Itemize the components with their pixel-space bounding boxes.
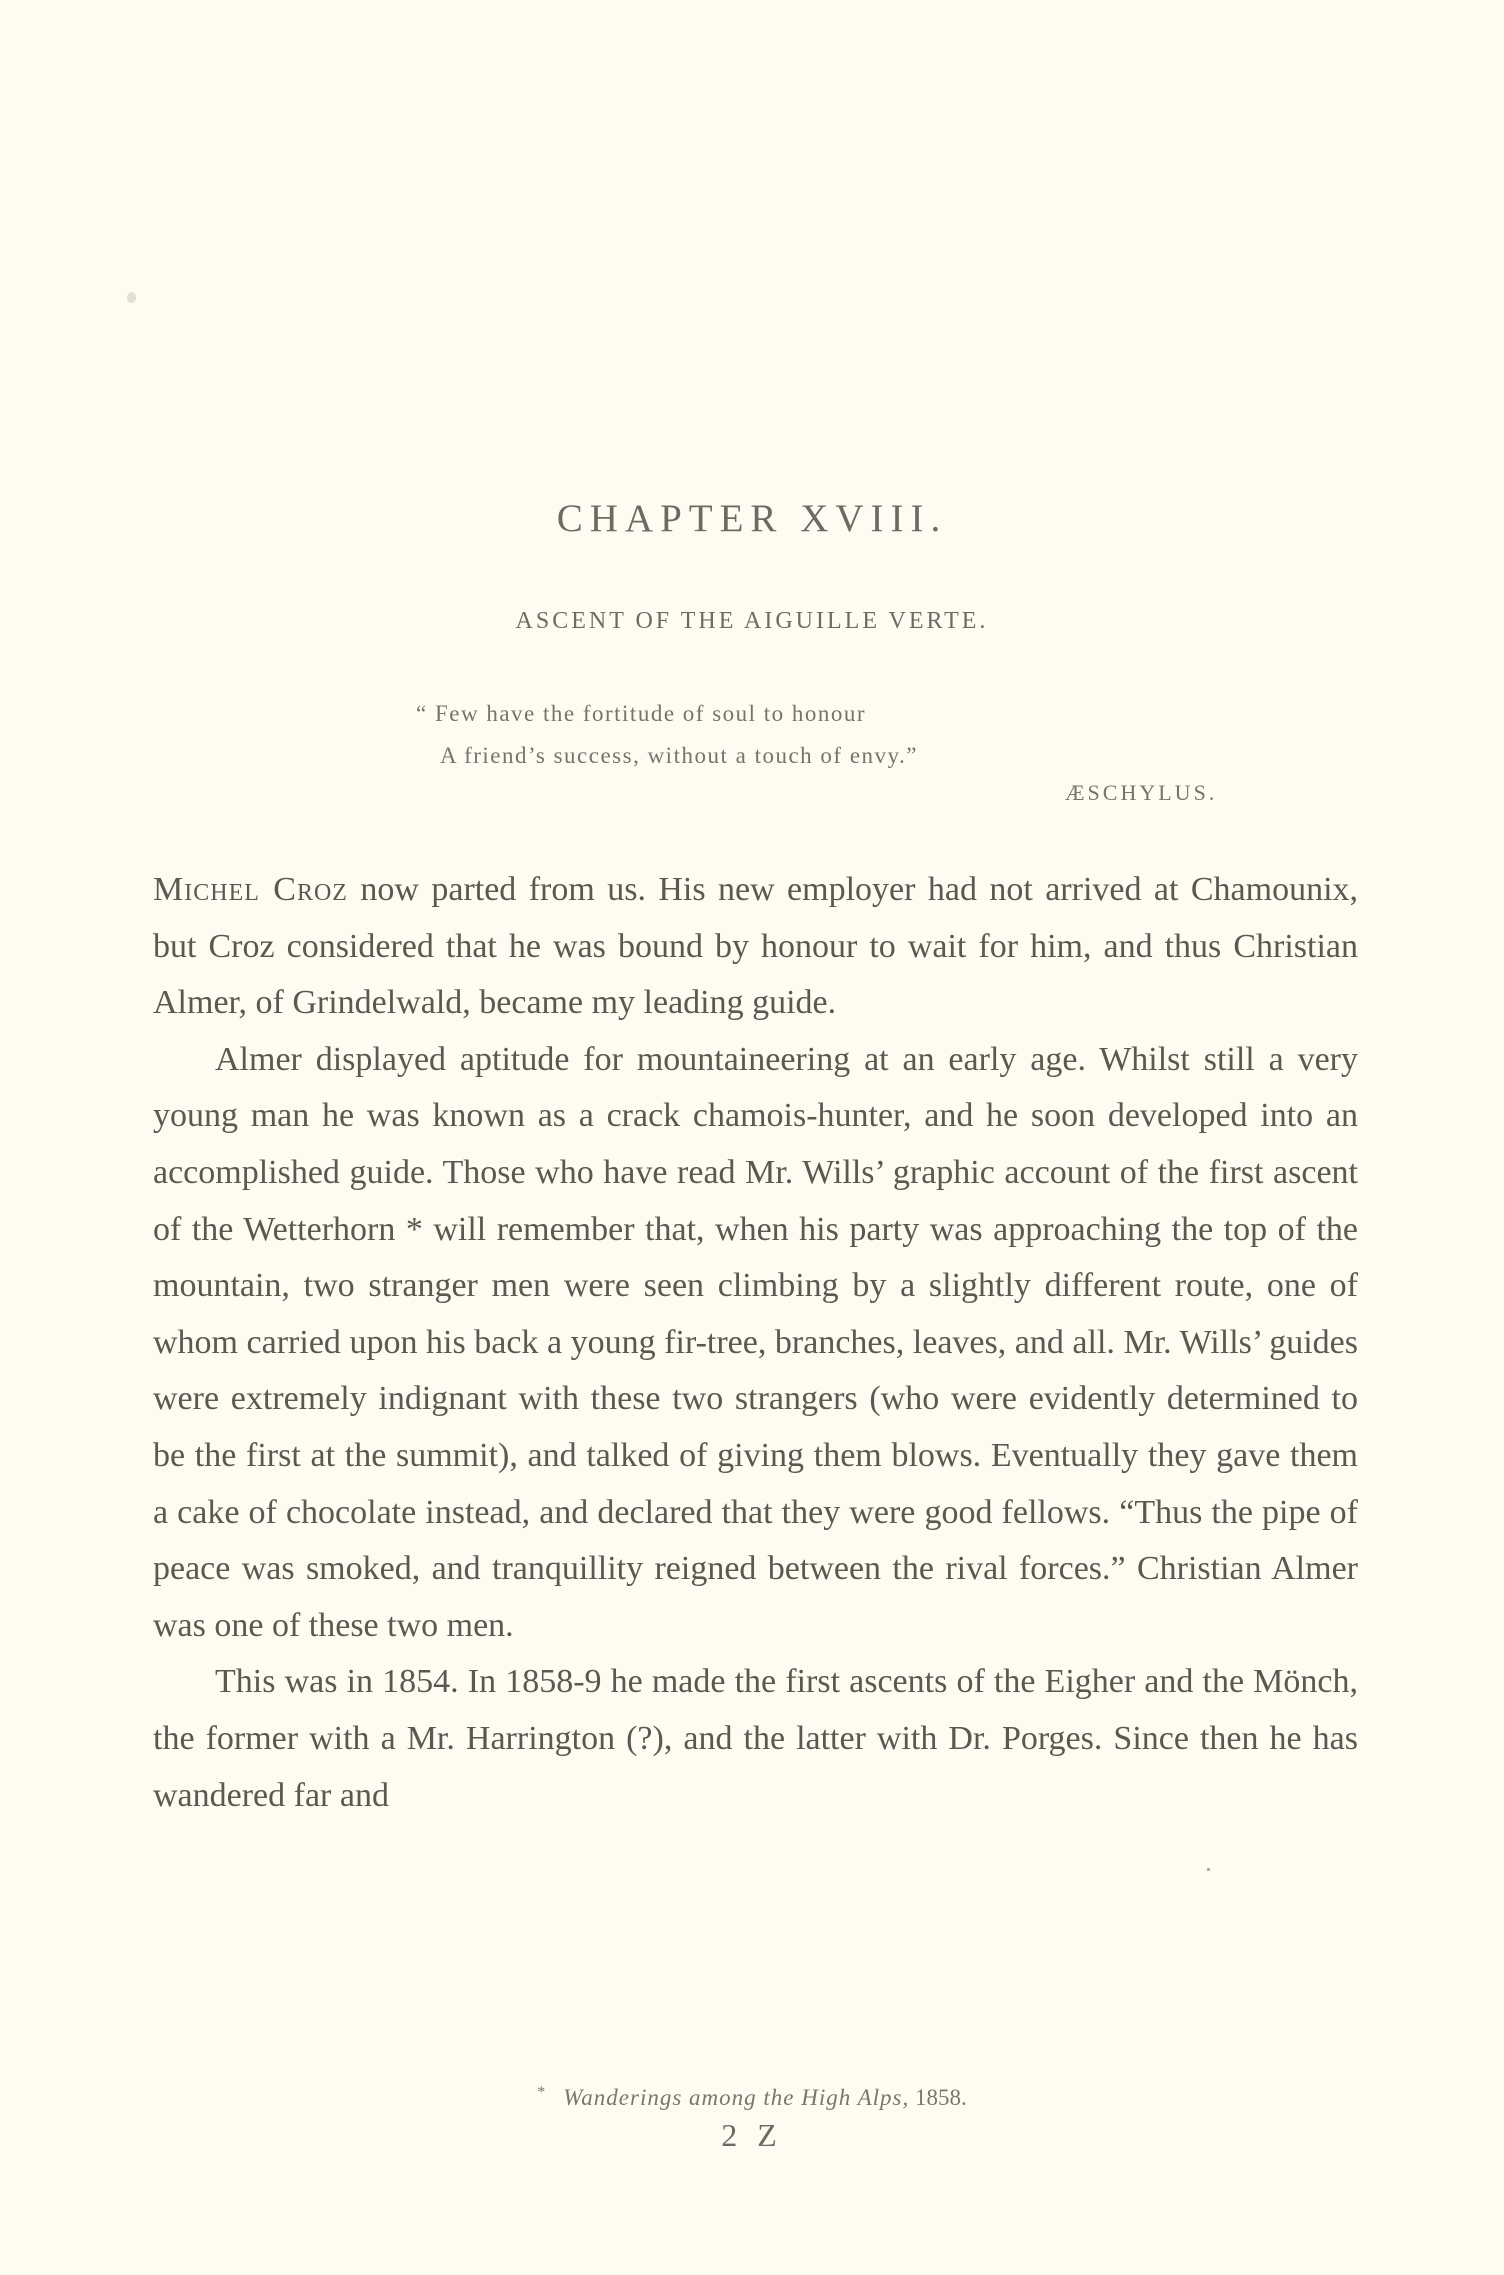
paragraph-1 — [153, 862, 1358, 1032]
ink-speck — [127, 292, 136, 303]
paragraph-3: This was in 1854. In 1858-9 he made the first ascents of the Eigher and the Mönch, the former with a Mr. Harrington (?), and the latter with Dr. Porges. Since then he has wandered far and — [153, 1663, 1358, 1814]
stray-mark — [1207, 1868, 1210, 1871]
paragraph-1-text: now parted from us. His new employer had not arrived at Chamounix, but Croz considered that he was bound by honour to wait for him, and thus Christian Almer, of Grindelwald, became my leading guide. — [153, 871, 1359, 1022]
paragraph-2: Almer displayed aptitude for mountaineering at an early age. Whilst still a very young man he was known as a crack chamois-hunter, and he soon developed into an accomplished guide. Those who have read Mr. Wills’ graphic account of the first ascent of the Wetterhorn * will remember that, when his party was approaching the top of the mountain, two stranger men were seen climbing by a slightly different route, one of whom carried upon his back a young fir-tree, branches, leaves, and all. Mr. Wills’ guides were extremely indignant with these two strangers (who were evidently determined to be the first at the summit), and talked of giving them blows. Eventually they gave them a cake of chocolate instead, and declared that they were good fellows. “Thus the pipe of peace was smoked, and tranquillity reigned between the rival forces.” Christian Almer was one of these two men. — [153, 1040, 1358, 1644]
epigraph-line-2: A friend’s success, without a touch of envy.” — [440, 743, 918, 768]
epigraph — [416, 693, 918, 777]
epigraph-attribution: ÆSCHYLUS. — [1065, 780, 1218, 805]
paragraph-lead: Michel Croz — [153, 871, 348, 908]
epigraph-line-1: “ Few have the fortitude of soul to honour — [416, 701, 867, 726]
footnote-title: Wanderings among the High Alps, — [563, 2085, 910, 2110]
chapter-title: CHAPTER XVIII. — [556, 497, 948, 540]
footnote-mark: * — [537, 2084, 546, 2101]
footnote — [0, 2085, 1504, 2111]
chapter-subtitle: ASCENT OF THE AIGUILLE VERTE. — [515, 608, 989, 634]
body-text — [153, 862, 1358, 1824]
signature-mark: 2 Z — [721, 2117, 783, 2153]
footnote-year: 1858. — [914, 2085, 967, 2110]
